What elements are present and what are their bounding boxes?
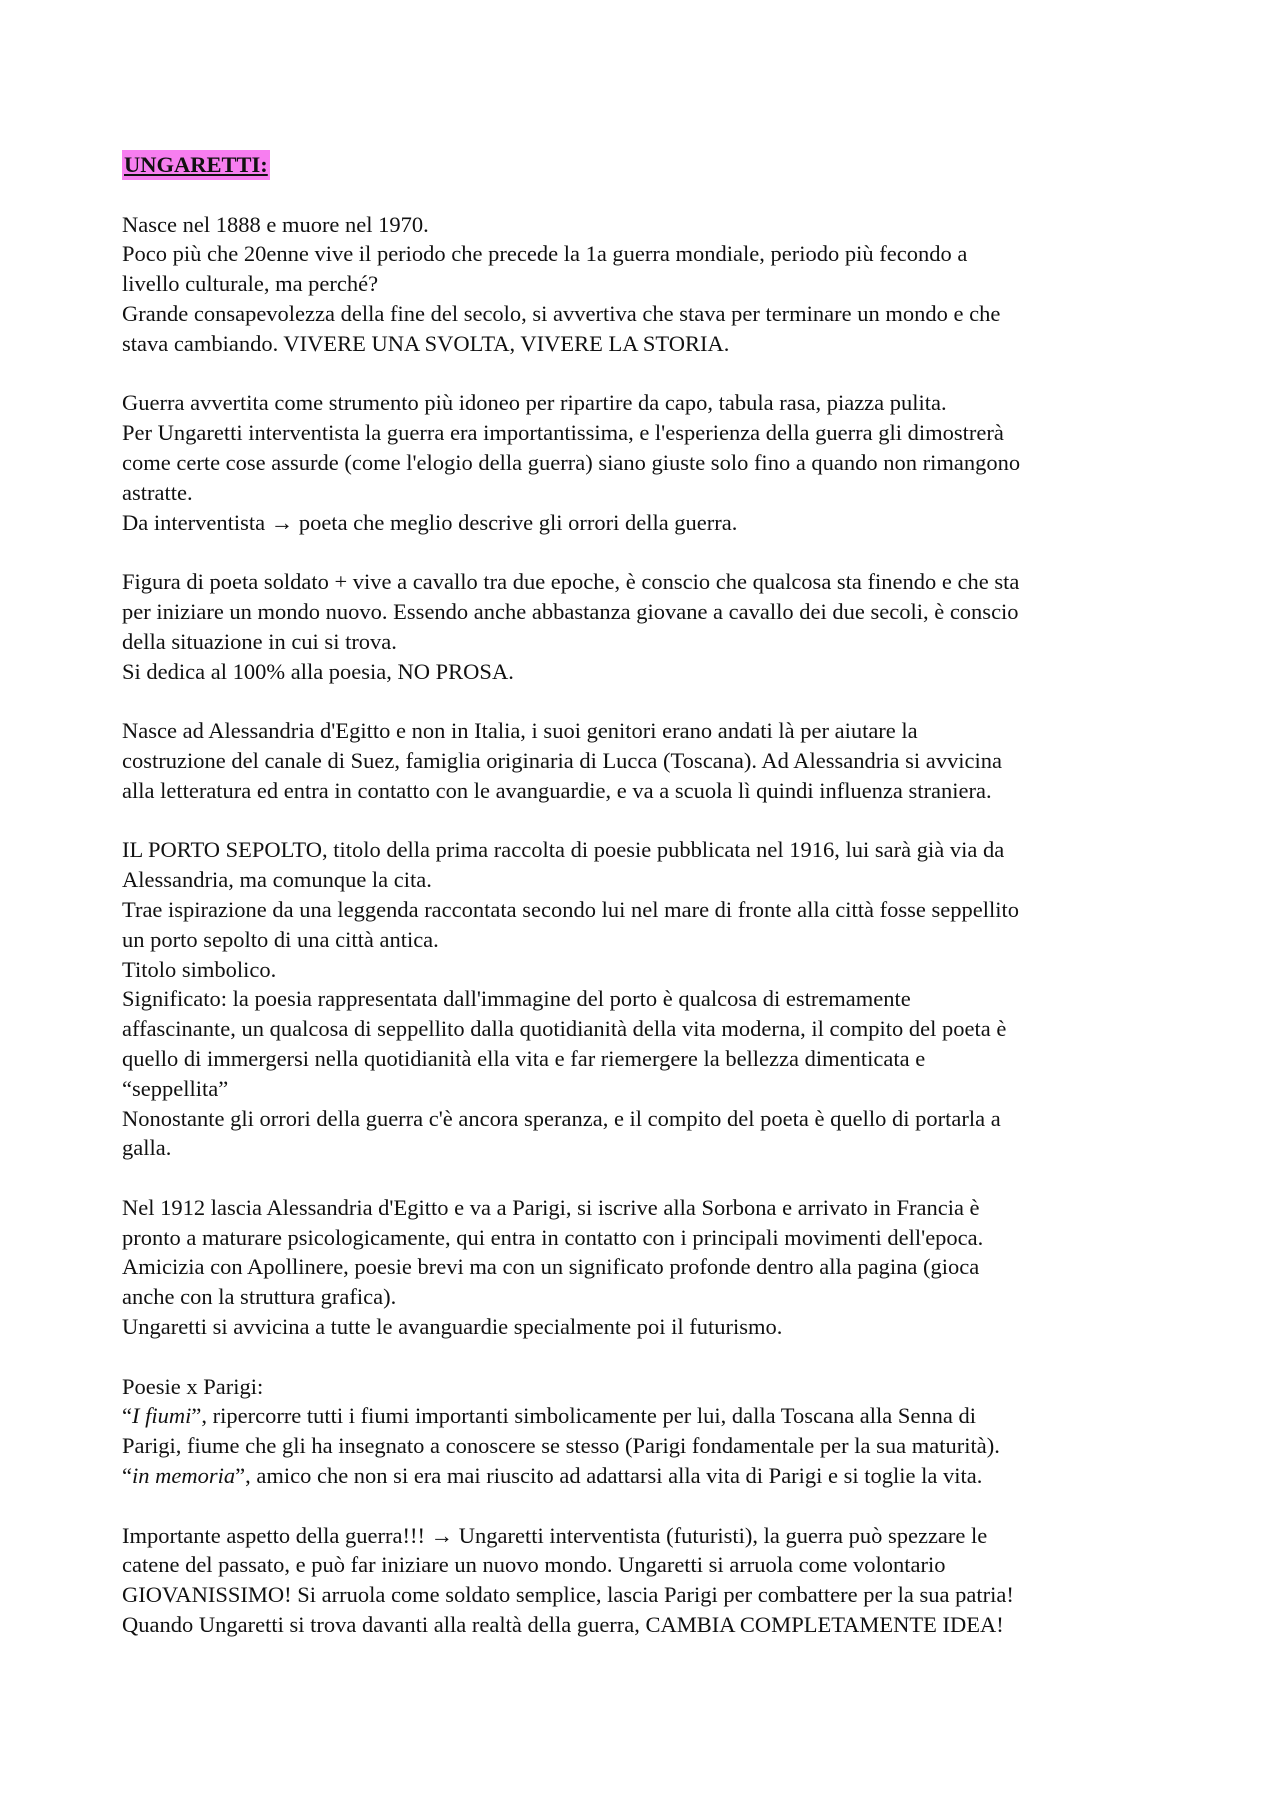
text-line: costruzione del canale di Suez, famiglia originaria di Lucca (Toscana). Ad Alessandria si avvicina [122, 747, 1002, 773]
paragraph-paris [122, 1193, 1172, 1342]
line-rest: ”, ripercorre tutti i fiumi importanti simbolicamente per lui, dalla Toscana alla Senna di [191, 1403, 977, 1429]
text-line: Titolo simbolico. [122, 956, 277, 982]
open-quote: “ [122, 1463, 132, 1489]
text-line: Grande consapevolezza della fine del secolo, si avvertiva che stava per terminare un mondo e che [122, 300, 1001, 326]
paragraph-birth [122, 210, 1172, 359]
line-rest: ”, amico che non si era mai riuscito ad adattarsi alla vita di Parigi e si toglie la vita. [235, 1463, 983, 1489]
poem-title-in-memoria: in memoria [132, 1463, 236, 1489]
text-line: per iniziare un mondo nuovo. Essendo anche abbastanza giovane a cavallo dei due secoli, è conscio [122, 598, 1019, 624]
text-line-i-fiumi [122, 1401, 1172, 1431]
text-line: Per Ungaretti interventista la guerra era importantissima, e l'esperienza della guerra gli dimostrerà [122, 420, 1004, 446]
text-line: Nasce ad Alessandria d'Egitto e non in Italia, i suoi genitori erano andati là per aiutare la [122, 718, 918, 744]
text-line: Parigi, fiume che gli ha insegnato a conoscere se stesso (Parigi fondamentale per la sua maturità). [122, 1433, 1000, 1459]
paragraph-war [122, 388, 1172, 537]
text-line: galla. [122, 1135, 172, 1161]
text-line: astratte. [122, 479, 193, 505]
text-line: Quando Ungaretti si trova davanti alla realtà della guerra, CAMBIA COMPLETAMENTE IDEA! [122, 1612, 1004, 1638]
text-line: Trae ispirazione da una leggenda raccontata secondo lui nel mare di fronte alla città fosse seppellito [122, 896, 1019, 922]
paragraph-porto-sepolto [122, 835, 1172, 1163]
text-line: Nel 1912 lascia Alessandria d'Egitto e va a Parigi, si iscrive alla Sorbona e arrivato in Francia è [122, 1194, 980, 1220]
paragraph-alexandria [122, 716, 1172, 805]
text-line: stava cambiando. VIVERE UNA SVOLTA, VIVERE LA STORIA. [122, 330, 730, 356]
text-line: affascinante, un qualcosa di seppellito dalla quotidianità della vita moderna, il compito del poeta è [122, 1016, 1007, 1042]
text-line: Guerra avvertita come strumento più idoneo per ripartire da capo, tabula rasa, piazza pulita. [122, 390, 947, 416]
text-line: anche con la struttura grafica). [122, 1284, 397, 1310]
text-line: Importante aspetto della guerra!!! → Ungaretti interventista (futuristi), la guerra può spezzare le [122, 1522, 988, 1548]
text-line: Figura di poeta soldato + vive a cavallo tra due epoche, è conscio che qualcosa sta finendo e che sta [122, 569, 1020, 595]
title-line [122, 150, 1172, 180]
poem-title-i-fiumi: I fiumi [132, 1403, 192, 1429]
text-line: quello di immergersi nella quotidianità ella vita e far riemergere la bellezza dimenticata e [122, 1045, 926, 1071]
text-line: Poesie x Parigi: [122, 1373, 264, 1399]
page-title: UNGARETTI: [122, 150, 270, 180]
text-line: come certe cose assurde (come l'elogio della guerra) siano giuste solo fino a quando non rimangono [122, 449, 1021, 475]
text-line: Significato: la poesia rappresentata dall'immagine del porto è qualcosa di estremamente [122, 986, 911, 1012]
text-line: alla letteratura ed entra in contatto con le avanguardie, e va a scuola lì quindi influenza straniera. [122, 777, 992, 803]
text-line: pronto a maturare psicologicamente, qui entra in contatto con i principali movimenti dell'epoca. [122, 1224, 984, 1250]
text-line: IL PORTO SEPOLTO, titolo della prima raccolta di poesie pubblicata nel 1916, lui sarà già via da [122, 837, 1005, 863]
document-page [122, 150, 1172, 1670]
paragraph-soldier-poet [122, 567, 1172, 686]
open-quote: “ [122, 1403, 132, 1429]
text-line: catene del passato, e può far iniziare un nuovo mondo. Ungaretti si arruola come volontario [122, 1552, 946, 1578]
paragraph-war-aspect [122, 1521, 1172, 1640]
paragraph-poems-paris [122, 1372, 1172, 1491]
text-line: GIOVANISSIMO! Si arruola come soldato semplice, lascia Parigi per combattere per la sua patria! [122, 1582, 1014, 1608]
text-line: Ungaretti si avvicina a tutte le avanguardie specialmente poi il futurismo. [122, 1314, 783, 1340]
text-line: Poco più che 20enne vive il periodo che precede la 1a guerra mondiale, periodo più fecondo a [122, 241, 968, 267]
text-line: Si dedica al 100% alla poesia, NO PROSA. [122, 658, 514, 684]
text-line: “seppellita” [122, 1075, 229, 1101]
text-line: livello culturale, ma perché? [122, 271, 379, 297]
text-line: Amicizia con Apollinere, poesie brevi ma con un significato profonde dentro alla pagina (gioca [122, 1254, 980, 1280]
text-line: Alessandria, ma comunque la cita. [122, 867, 432, 893]
text-line-in-memoria [122, 1461, 1172, 1491]
text-line: Da interventista → poeta che meglio descrive gli orrori della guerra. [122, 509, 738, 535]
text-line: della situazione in cui si trova. [122, 628, 397, 654]
text-line: Nonostante gli orrori della guerra c'è ancora speranza, e il compito del poeta è quello di portarla a [122, 1105, 1001, 1131]
text-line: Nasce nel 1888 e muore nel 1970. [122, 211, 429, 237]
text-line: un porto sepolto di una città antica. [122, 926, 439, 952]
